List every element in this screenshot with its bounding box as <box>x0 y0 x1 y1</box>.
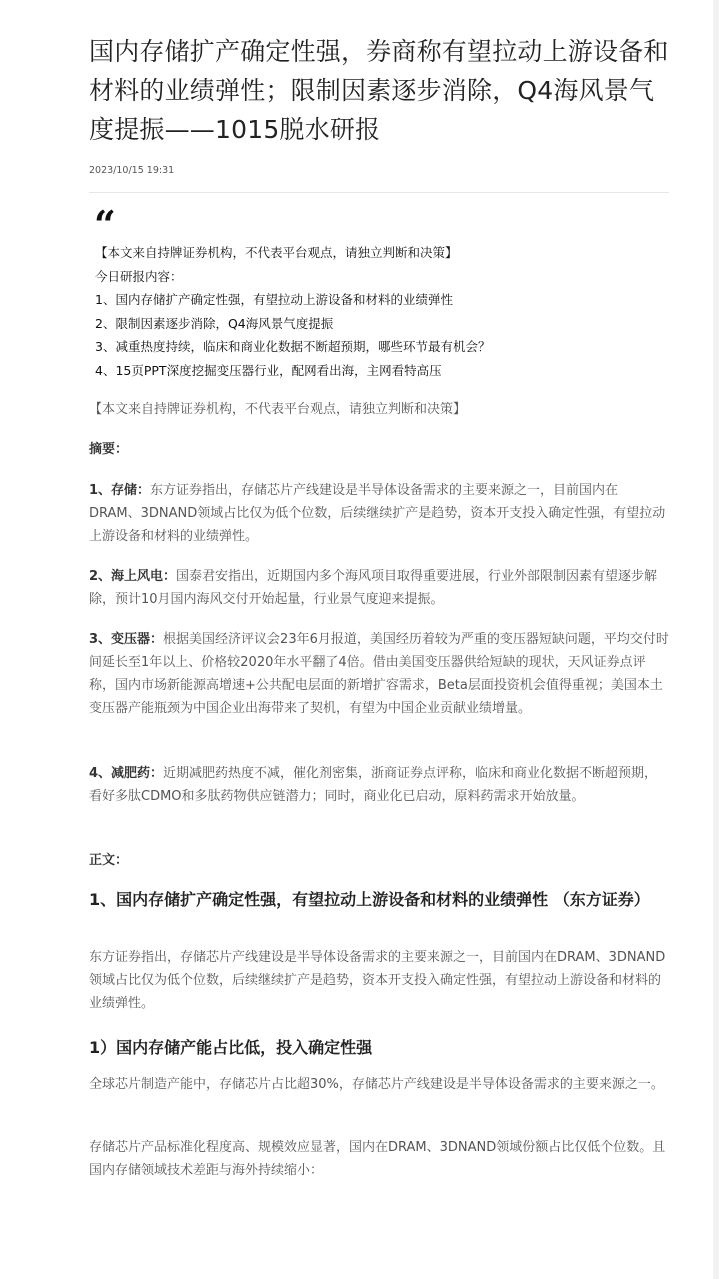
summary-item-weight-loss-drug <box>89 762 669 808</box>
title-divider <box>89 192 669 193</box>
summary-item-text: 近期减肥药热度不减，催化剂密集，浙商证券点评称，临床和商业化数据不断超预期，看好多肽CDMO和多肽药物供应链潜力；同时，商业化已启动，原料药需求开始放量。 <box>89 766 658 804</box>
quote-line: 3、减重热度持续，临床和商业化数据不断超预期，哪些环节最有机会？ <box>95 339 491 354</box>
summary-item-label: 1、存储： <box>89 483 151 498</box>
subsection-1-paragraph-1: 全球芯片制造产能中，存储芯片占比超30%，存储芯片产线建设是半导体设备需求的主要来源之一。 <box>89 1077 664 1092</box>
summary-item-text: 国泰君安指出，近期国内多个海风项目取得重要进展，行业外部限制因素有望逐步解除，预计10月国内海风交付开始起量，行业景气度迎来提振。 <box>89 569 658 607</box>
summary-item-label: 2、海上风电： <box>89 569 177 584</box>
disclaimer-text: 【本文来自持牌证券机构，不代表平台观点，请独立判断和决策】 <box>89 402 467 417</box>
publish-date: 2023/10/15 19:31 <box>89 165 175 176</box>
summary-item-label: 3、变压器： <box>89 632 164 647</box>
summary-item-transformer <box>89 628 669 720</box>
section-1-text: 东方证券指出，存储芯片产线建设是半导体设备需求的主要来源之一，目前国内在DRAM、3DNAND领域占比仅为低个位数，后续继续扩产是趋势，资本开支投入确定性强，有望拉动上游设备和材料的业绩弹性。 <box>89 950 666 1011</box>
summary-item-text: 根据美国经济评议会23年6月报道，美国经历着较为严重的变压器短缺问题，平均交付时间延长至1年以上、价格较2020年水平翻了4倍。借由美国变压器供给短缺的现状，天风证券点评称，国内市场新能源高增速+公共配电层面的新增扩容需求，Beta层面投资机会值得重视；美国本土变压器产能瓶颈为中国企业出海带来了契机，有望为中国企业贡献业绩增量。 <box>89 632 669 716</box>
summary-item-text: 东方证券指出，存储芯片产线建设是半导体设备需求的主要来源之一，目前国内在DRAM、3DNAND领域占比仅为低个位数，后续继续扩产是趋势，资本开支投入确定性强，有望拉动上游设备和材料的业绩弹性。 <box>89 483 666 544</box>
summary-item-storage <box>89 479 669 548</box>
report-contents-quote <box>95 241 675 382</box>
scrollbar-track[interactable] <box>713 0 719 1279</box>
section-1-title: 1、国内存储扩产确定性强，有望拉动上游设备和材料的业绩弹性 （东方证券） <box>89 890 650 909</box>
quote-line: 1、国内存储扩产确定性强，有望拉动上游设备和材料的业绩弹性 <box>95 292 453 307</box>
subsection-1-paragraph-2: 存储芯片产品标准化程度高、规模效应显著，国内在DRAM、3DNAND领域份额占比仅低个位数。且国内存储领域技术差距与海外持续缩小： <box>89 1140 666 1178</box>
summary-item-label: 4、减肥药： <box>89 766 164 781</box>
subsection-1-title: 1）国内存储产能占比低，投入确定性强 <box>89 1038 373 1057</box>
quote-line: 4、15页PPT深度挖掘变压器行业，配网看出海，主网看特高压 <box>95 362 442 378</box>
summary-heading: 摘要： <box>89 442 129 457</box>
main-heading: 正文： <box>89 853 129 868</box>
quote-line: 2、限制因素逐步消除，Q4海风景气度提振 <box>95 315 334 331</box>
quote-line: 今日研报内容： <box>95 268 183 284</box>
quote-line: 【本文来自持牌证券机构，不代表平台观点，请独立判断和决策】 <box>95 245 458 260</box>
article-title: 国内存储扩产确定性强，券商称有望拉动上游设备和材料的业绩弹性；限制因素逐步消除，Q4海风景气度提振——1015脱水研报 <box>89 37 669 144</box>
quote-icon: “ <box>94 202 116 247</box>
summary-item-offshore-wind <box>89 565 669 611</box>
